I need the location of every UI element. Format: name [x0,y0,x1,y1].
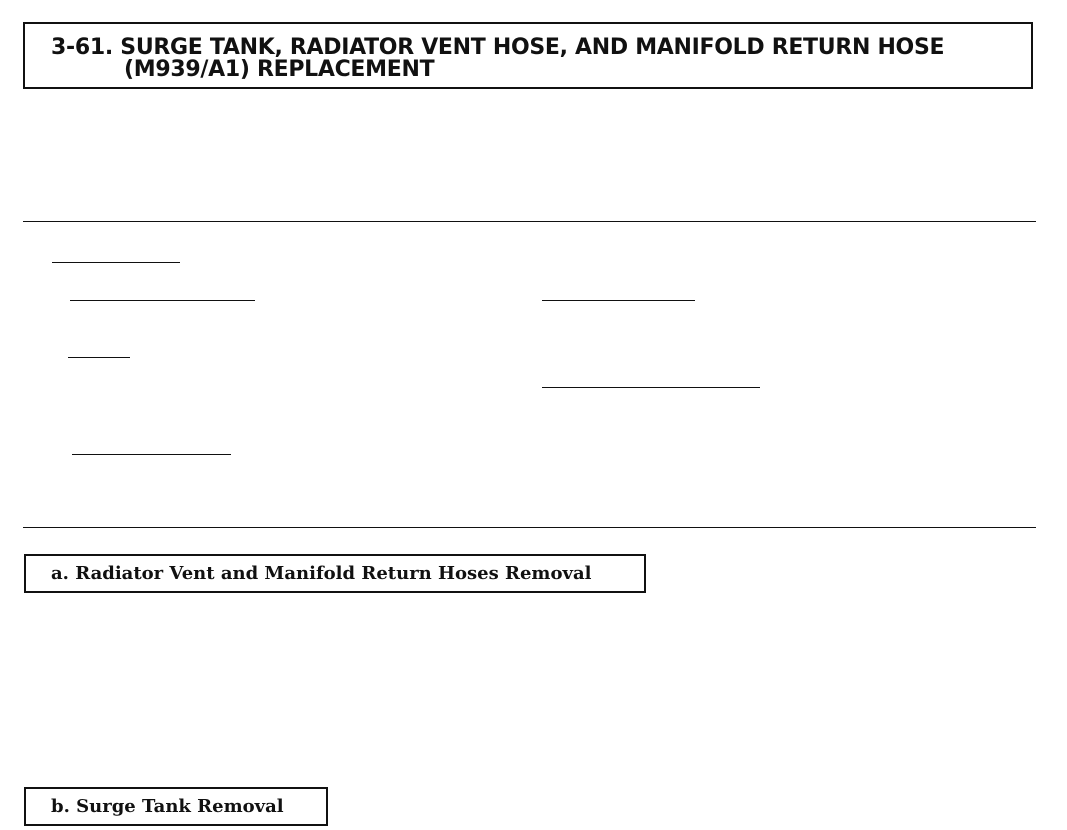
blank-line-right-1 [542,300,695,301]
section-b-heading: b. Surge Tank Removal [51,796,284,817]
section-title-line-1: 3-61. SURGE TANK, RADIATOR VENT HOSE, AND MANIFOLD RETURN HOSE [51,35,945,60]
section-a-box [24,554,646,593]
blank-line-left-3 [72,454,231,455]
section-a-heading: a. Radiator Vent and Manifold Return Hoses Removal [51,563,592,584]
blank-line-left-1 [70,300,255,301]
section-title-line-2: (M939/A1) REPLACEMENT [124,57,435,82]
section-title-box [23,22,1033,89]
blank-line-left-2 [68,357,130,358]
divider-bottom [23,527,1036,528]
divider-top [23,221,1036,222]
blank-line-right-2 [542,387,760,388]
heading-blank-line [52,262,180,263]
section-b-box [24,787,328,826]
